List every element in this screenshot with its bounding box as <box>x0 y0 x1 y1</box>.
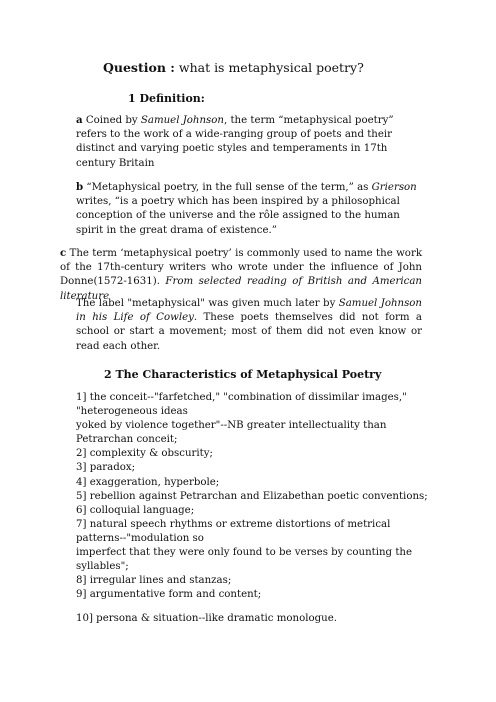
definition-paragraph-d: The label "metaphysical" was given much later by Samuel Johnson in his Life of Cowley. These poets themselves did not form a school or start a movement; most of them did not even know or read each other. <box>76 298 422 352</box>
list-item: 3] paradox; <box>76 462 136 474</box>
list-item: 7] natural speech rhythms or extreme distortions of metrical patterns--"modulation so <box>76 518 391 544</box>
definition-paragraph-b: b “Metaphysical poetry, in the full sense of the term,” as Grierson writes, “is a poetry which has been inspired by a philosophical conception of the universe and the rôle assigned to the human spirit in the great drama of existence.” <box>76 181 417 236</box>
characteristics-list <box>76 391 428 627</box>
question-text: what is metaphysical poetry? <box>174 60 364 75</box>
list-item: 10] persona & situation--like dramatic monologue. <box>76 613 337 625</box>
definition-heading: 1 Definition: <box>128 92 205 105</box>
definition-paragraph-a: a Coined by Samuel Johnson, the term “metaphysical poetry” refers to the work of a wide-ranging group of poets and their distinct and varying poetic styles and temperaments in 17th century Britain <box>76 114 394 169</box>
source-citation: Samuel Johnson in his Life of Cowley <box>76 298 422 324</box>
list-item: 2] complexity & obscurity; <box>76 448 213 460</box>
characteristics-heading: 2 The Characteristics of Metaphysical Poetry <box>104 368 382 381</box>
list-item: 8] irregular lines and stanzas; <box>76 575 232 587</box>
list-item: yoked by violence together"--NB greater intellectuality than Petrarchan conceit; <box>76 420 387 446</box>
list-item: 4] exaggeration, hyperbole; <box>76 476 220 488</box>
list-item: imperfect that they were only found to be verses by counting the syllables"; <box>76 547 412 573</box>
list-item: 5] rebellion against Petrarchan and Elizabethan poetic conventions; <box>76 490 428 502</box>
paragraph-label-b: b <box>76 181 84 193</box>
question-line <box>103 60 364 75</box>
list-item: 9] argumentative form and content; <box>76 589 262 601</box>
source-citation: From selected reading of British and American literature <box>60 276 422 302</box>
list-item: 6] colloquial language; <box>76 504 195 516</box>
paragraph-label-c: c <box>60 247 67 259</box>
paragraph-label-a: a <box>76 114 83 126</box>
list-item: 1] the conceit--"farfetched," "combination of dissimilar images," "heterogeneous ideas <box>76 392 407 418</box>
author-name: Grierson <box>371 182 417 193</box>
list-spacer <box>76 602 428 612</box>
definition-paragraph-c: c The term ‘metaphysical poetry’ is commonly used to name the work of the 17th-century writers who wrote under the influence of John Donne(1572-1631). From selected reading of British and American literature <box>60 247 422 302</box>
question-label: Question : <box>103 60 175 75</box>
author-name: Samuel Johnson <box>140 115 224 126</box>
